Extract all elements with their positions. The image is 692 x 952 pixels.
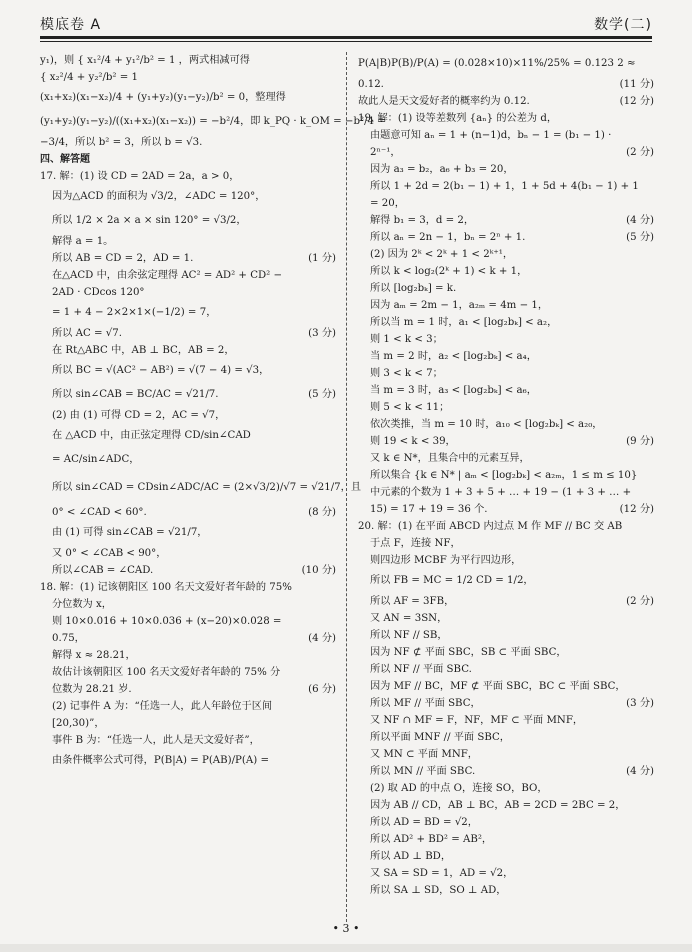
solution-text: 解得 b₁ = 3，d = 2， (370, 215, 475, 226)
solution-text: 20. 解：(1) 在平面 ABCD 内过点 M 作 MF // BC 交 AB (358, 521, 623, 532)
solution-line (358, 484, 654, 501)
solution-line (40, 749, 336, 773)
solution-text: 在△ACD 中，由余弦定理得 AC² = AD² + CD² − (52, 270, 283, 281)
score-mark: (2 分) (626, 147, 654, 158)
solution-text: 故此人是天文爱好者的概率约为 0.12. (358, 96, 530, 107)
solution-text: P(A|B)P(B)/P(A) = (0.028×10)×11%/25% = 0.123 2 ≈ (358, 58, 636, 69)
solution-text: (y₁+y₂)(y₁−y₂)/((x₁+x₂)(x₁−x₂)) = −b²/4，即 k_PQ · k_OM = −b²/4 = (40, 116, 386, 127)
solution-line (40, 86, 336, 110)
solution-line (358, 763, 654, 780)
solution-text: 分位数为 x， (52, 599, 112, 610)
solution-text: 所以 [log₂bₖ] = k. (370, 283, 457, 294)
solution-line (40, 681, 336, 698)
solution-line (40, 301, 336, 325)
solution-line (358, 644, 654, 661)
score-mark: (1 分) (308, 253, 336, 264)
solution-text: 又 k ∈ N*，且集合中的元素互异， (370, 453, 530, 464)
solution-text: 于点 F，连接 NF， (370, 538, 461, 549)
solution-text: 则 3 < k < 7； (370, 368, 443, 379)
solution-line (40, 69, 336, 86)
solution-line (40, 284, 336, 301)
solution-text: 所以 aₙ = 2n − 1，bₙ = 2ⁿ + 1. (370, 232, 526, 243)
solution-text: = 20， (370, 198, 405, 209)
solution-line (40, 472, 362, 504)
solution-line (40, 250, 336, 267)
solution-line (358, 433, 654, 450)
column-divider (346, 52, 347, 922)
solution-line (358, 712, 654, 729)
solution-text: 当 m = 2 时，a₂ < [log₂bₖ] < a₄， (370, 351, 537, 362)
solution-line (40, 545, 336, 562)
solution-text: 又 NF ∩ MF = F，NF，MF ⊂ 平面 MNF， (370, 715, 584, 726)
solution-text: 18. 解：(1) 记该朝阳区 100 名天文爱好者年龄的 75% (40, 582, 292, 593)
solution-line (40, 424, 336, 448)
solution-text: 事件 B 为：“任选一人，此人是天文爱好者”， (52, 735, 260, 746)
solution-line (40, 579, 336, 596)
solution-text: 所以 sin∠CAB = BC/AC = √21/7. (52, 389, 219, 400)
score-mark: (9 分) (626, 436, 654, 447)
solution-text: 又 MN ⊂ 平面 MNF， (370, 749, 478, 760)
solution-line (358, 450, 654, 467)
solution-line (40, 521, 336, 545)
solution-line (358, 416, 654, 433)
solution-line (358, 593, 654, 610)
solution-line (40, 209, 336, 233)
solution-text: (x₁+x₂)(x₁−x₂)/4 + (y₁+y₂)(y₁−y₂)/b² = 0，整理得 (40, 92, 286, 103)
solution-line (358, 365, 654, 382)
solution-text: 所以平面 MNF // 平面 SBC， (370, 732, 510, 743)
solution-text: 又 AN = 3SN， (370, 613, 448, 624)
solution-text: 所以 BC = √(AC² − AB²) = √(7 − 4) = √3， (52, 365, 270, 376)
solution-text: 在 △ACD 中，由正弦定理得 CD/sin∠CAD (52, 430, 251, 441)
solution-text: 所以 1/2 × 2a × a × sin 120° = √3/2， (52, 215, 247, 226)
solution-text: 所以 AF = 3FB， (370, 596, 455, 607)
solution-text: 解得 a = 1。 (52, 236, 114, 247)
solution-line (40, 448, 336, 472)
solution-line (358, 110, 654, 127)
solution-line (358, 467, 654, 484)
solution-text: 0.12. (358, 79, 384, 90)
solution-text: 由条件概率公式可得，P(B|A) = P(AB)/P(A) = (52, 755, 269, 766)
solution-text: 则 5 < k < 11； (370, 402, 450, 413)
score-mark: (4 分) (308, 633, 336, 644)
solution-line (40, 504, 336, 521)
solution-line (358, 297, 654, 314)
page-header (40, 12, 652, 34)
solution-text: 当 m = 3 时，a₃ < [log₂bₖ] < a₆， (370, 385, 537, 396)
solution-line (40, 664, 336, 681)
solution-text: 2AD · CDcos 120° (52, 287, 145, 298)
solution-line (40, 134, 336, 151)
solution-line (40, 596, 336, 613)
solution-text: 则 1 < k < 3； (370, 334, 443, 345)
solution-line (358, 610, 654, 627)
solution-line (358, 729, 654, 746)
solution-text: 故估计该朝阳区 100 名天文爱好者年龄的 75% 分 (52, 667, 281, 678)
score-mark: (5 分) (308, 389, 336, 400)
solution-text: 则四边形 MCBF 为平行四边形， (370, 555, 522, 566)
solution-line (40, 613, 336, 630)
solution-text: 所以 MN // 平面 SBC. (370, 766, 476, 777)
header-rule-thin (40, 41, 652, 42)
solution-line (40, 151, 336, 168)
solution-text: 所以 k < log₂(2ᵏ + 1) < k + 1， (370, 266, 528, 277)
solution-text: 19. 解：(1) 设等差数列 {aₙ} 的公差为 d， (358, 113, 558, 124)
score-mark: (11 分) (619, 79, 654, 90)
solution-line (40, 325, 336, 342)
solution-line (358, 76, 654, 93)
solution-line (358, 848, 654, 865)
solution-text: 所以 1 + 2d = 2(b₁ − 1) + 1，1 + 5d + 4(b₁ − 1) + 1 (370, 181, 639, 192)
solution-text: 2ⁿ⁻¹， (370, 147, 401, 158)
solution-line (358, 280, 654, 297)
solution-line (358, 246, 654, 263)
solution-line (358, 229, 654, 246)
solution-line (40, 185, 336, 209)
solution-text: 则 19 < k < 39， (370, 436, 456, 447)
solution-text: 所以 AC = √7. (52, 328, 122, 339)
solution-text: 所以∠CAB = ∠CAD. (52, 565, 154, 576)
solution-text: { x₂²/4 + y₂²/b² = 1 (40, 72, 139, 83)
solution-line (358, 212, 654, 229)
solution-line (40, 233, 336, 250)
solution-line (40, 647, 336, 664)
solution-text: 因为△ACD 的面积为 √3/2，∠ADC = 120°， (52, 191, 266, 202)
solution-text: 又 SA = SD = 1，AD = √2， (370, 868, 514, 879)
right-column (358, 52, 654, 899)
solution-line (358, 331, 654, 348)
solution-line (358, 399, 654, 416)
solution-text: = AC/sin∠ADC， (52, 454, 140, 465)
solution-line (358, 882, 654, 899)
score-mark: (8 分) (308, 507, 336, 518)
solution-text: 0° < ∠CAD < 60°. (52, 507, 147, 518)
solution-line (358, 93, 654, 110)
solution-text: 所以 AB = CD = 2，AD = 1. (52, 253, 194, 264)
solution-line (358, 746, 654, 763)
solution-line (358, 678, 654, 695)
solution-text: 又 0° < ∠CAB < 90°， (52, 548, 167, 559)
solution-line (358, 263, 654, 280)
solution-line (40, 562, 336, 579)
solution-text: 在 Rt△ABC 中，AB ⊥ BC，AB = 2， (52, 345, 235, 356)
solution-text: (2) 取 AD 的中点 O，连接 SO，BO， (370, 783, 548, 794)
solution-line (358, 695, 654, 712)
solution-line (358, 178, 654, 195)
solution-line (358, 569, 654, 593)
solution-text: 所以集合 {k ∈ N* | aₘ < [log₂bₖ] < a₂ₘ，1 ≤ m ≤ 10} (370, 470, 638, 481)
solution-text: 所以当 m = 1 时，a₁ < [log₂bₖ] < a₂， (370, 317, 558, 328)
solution-line (358, 865, 654, 882)
solution-text: (2) 记事件 A 为：“任选一人，此人年龄位于区间 (52, 701, 273, 712)
solution-line (358, 314, 654, 331)
solution-line (358, 831, 654, 848)
solution-text: 所以 FB = MC = 1/2 CD = 1/2， (370, 575, 534, 586)
solution-line (40, 715, 336, 732)
solution-text: 所以 SA ⊥ SD，SO ⊥ AD， (370, 885, 507, 896)
solution-text: (2) 因为 2ᵏ < 2ᵏ + 1 < 2ᵏ⁺¹， (370, 249, 514, 260)
solution-text: 位数为 28.21 岁. (52, 684, 132, 695)
solution-text: 所以 MF // 平面 SBC， (370, 698, 481, 709)
solution-line (358, 518, 654, 535)
solution-text: −3/4，所以 b² = 3，所以 b = √3. (40, 137, 203, 148)
solution-text: 由题意可知 aₙ = 1 + (n−1)d，bₙ − 1 = (b₁ − 1) · (370, 130, 612, 141)
solution-line (358, 382, 654, 399)
solution-line (40, 630, 336, 647)
score-mark: (12 分) (619, 96, 654, 107)
solution-text: 所以 AD = BD = √2， (370, 817, 478, 828)
solution-line (40, 110, 386, 134)
solution-text: 因为 MF // BC，MF ⊄ 平面 SBC，BC ⊂ 平面 SBC， (370, 681, 626, 692)
solution-text: 所以 sin∠CAD = CDsin∠ADC/AC = (2×√3/2)/√7 = √21/7，且 (52, 482, 362, 493)
solution-line (358, 348, 654, 365)
solution-line (358, 535, 654, 552)
solution-text: 所以 AD ⊥ BD， (370, 851, 452, 862)
solution-text: (2) 由 (1) 可得 CD = 2，AC = √7， (52, 410, 226, 421)
solution-line (40, 52, 336, 69)
solution-text: 四、解答题 (40, 154, 90, 165)
score-mark: (5 分) (626, 232, 654, 243)
solution-text: 15) = 17 + 19 = 36 个. (370, 504, 488, 515)
solution-line (358, 52, 654, 76)
solution-line (358, 501, 654, 518)
solution-line (40, 267, 336, 284)
page-number: • 3 • (332, 922, 360, 935)
bottom-band (0, 944, 692, 952)
solution-text: 因为 aₘ = 2m − 1，a₂ₘ = 4m − 1， (370, 300, 549, 311)
score-mark: (4 分) (626, 766, 654, 777)
solution-text: y₁)，则 { x₁²/4 + y₁²/b² = 1 ，两式相减可得 (40, 55, 250, 66)
solution-text: = 1 + 4 − 2×2×1×(−1/2) = 7， (52, 307, 217, 318)
solution-text: 依次类推，当 m = 10 时，a₁₀ < [log₂bₖ] < a₂₀， (370, 419, 603, 430)
solution-line (358, 780, 654, 797)
solution-text: 则 10×0.016 + 10×0.036 + (x−20)×0.028 = (52, 616, 282, 627)
solution-line (358, 195, 654, 212)
solution-line (40, 342, 336, 359)
solution-text: 0.75， (52, 633, 85, 644)
solution-line (358, 661, 654, 678)
solution-line (358, 797, 654, 814)
solution-line (40, 383, 336, 407)
solution-line (40, 732, 336, 749)
score-mark: (10 分) (301, 565, 336, 576)
solution-line (358, 161, 654, 178)
solution-line (358, 144, 654, 161)
solution-text: 由 (1) 可得 sin∠CAB = √21/7， (52, 527, 208, 538)
solution-line (40, 698, 336, 715)
solution-line (40, 359, 336, 383)
solution-text: 所以 NF // SB， (370, 630, 448, 641)
score-mark: (6 分) (308, 684, 336, 695)
solution-text: 因为 a₃ = b₂，a₆ + b₃ = 20， (370, 164, 514, 175)
solution-text: [20,30)”， (52, 718, 105, 729)
solution-line (358, 627, 654, 644)
header-exam-label: 模底卷 A (40, 17, 102, 33)
solution-text: 解得 x ≈ 28.21， (52, 650, 136, 661)
header-subject-label: 数学(二) (594, 17, 652, 33)
solution-text: 所以 NF // 平面 SBC. (370, 664, 472, 675)
solution-text: 因为 AB // CD，AB ⊥ BC，AB = 2CD = 2BC = 2， (370, 800, 626, 811)
solution-text: 中元素的个数为 1 + 3 + 5 + … + 19 − (1 + 3 + … + (370, 487, 632, 498)
solution-line (358, 127, 654, 144)
solution-text: 所以 AD² + BD² = AB²， (370, 834, 493, 845)
solution-text: 因为 NF ⊄ 平面 SBC，SB ⊂ 平面 SBC， (370, 647, 567, 658)
score-mark: (3 分) (626, 698, 654, 709)
solution-line (40, 168, 336, 185)
solution-text: 17. 解：(1) 设 CD = 2AD = 2a，a > 0， (40, 171, 240, 182)
score-mark: (3 分) (308, 328, 336, 339)
solution-line (358, 552, 654, 569)
score-mark: (12 分) (619, 504, 654, 515)
score-mark: (4 分) (626, 215, 654, 226)
solution-line (358, 814, 654, 831)
solution-line (40, 407, 336, 424)
score-mark: (2 分) (626, 596, 654, 607)
header-rule-thick (40, 36, 652, 39)
